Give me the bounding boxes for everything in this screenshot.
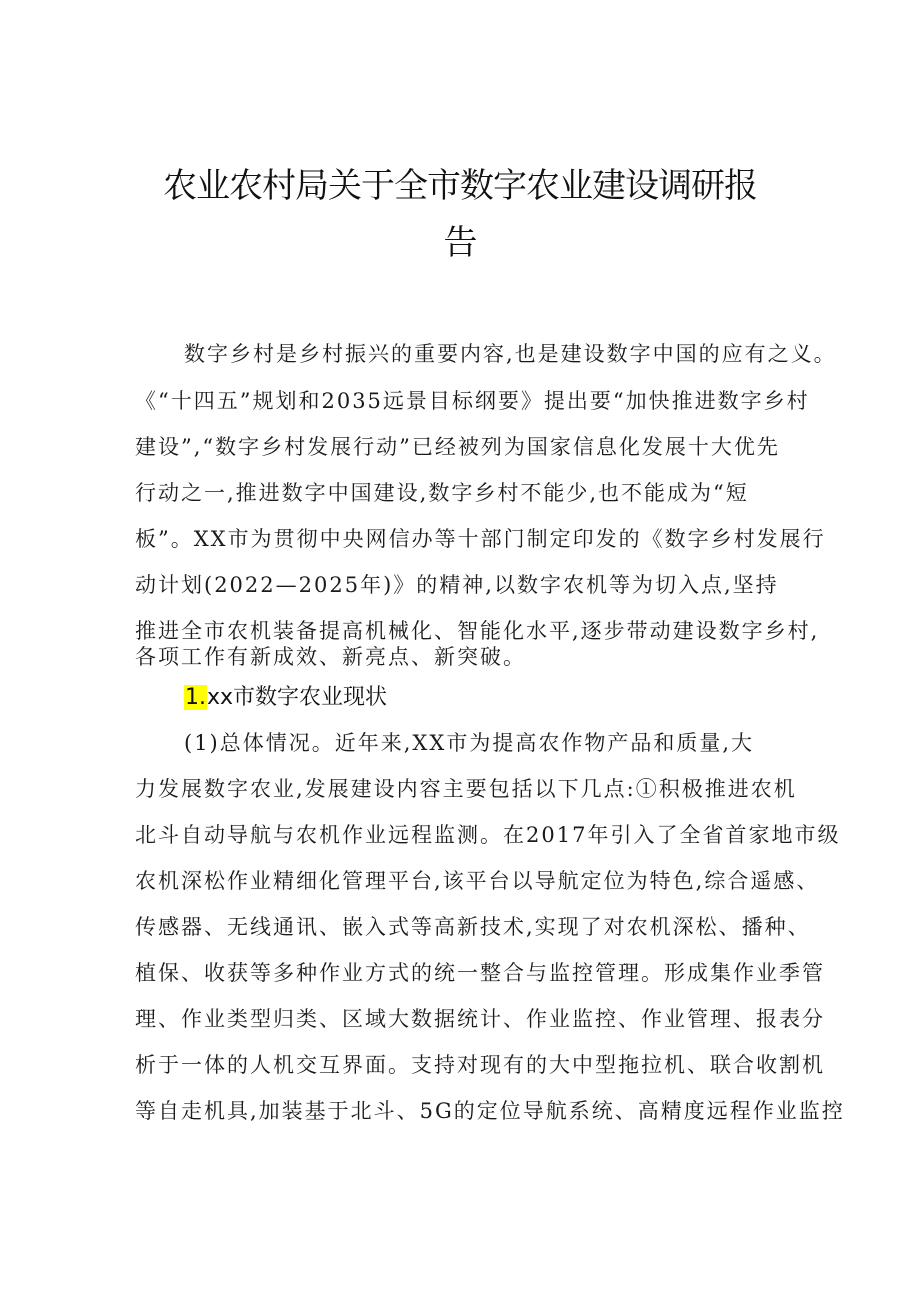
paragraph-2-line: 北斗自动导航与农机作业远程监测。在2017年引入了全省首家地市级 bbox=[135, 823, 841, 847]
paragraph-1-line: 动计划(2022—2025年)》的精神,以数字农机等为切入点,坚持 bbox=[135, 573, 779, 597]
document-title-line-2: 告 bbox=[443, 223, 477, 263]
paragraph-2-line: 植保、收获等多种作业方式的统一整合与监控管理。形成集作业季管 bbox=[135, 961, 825, 985]
paragraph-1-line: 推进全市农机装备提高机械化、智能化水平,逐步带动建设数字乡村, bbox=[135, 619, 820, 643]
paragraph-2-line: 农机深松作业精细化管理平台,该平台以导航定位为特色,综合遥感、 bbox=[135, 869, 820, 893]
paragraph-2-line: 析于一体的人机交互界面。支持对现有的大中型拖拉机、联合收割机 bbox=[135, 1053, 825, 1077]
section-heading-text: xx市数字农业现状 bbox=[207, 685, 388, 710]
document-title-line-1: 农业农村局关于全市数字农业建设调研报 bbox=[163, 166, 757, 206]
paragraph-1-line: 《“十四五”规划和2035远景目标纲要》提出要“加快推进数字乡村 bbox=[135, 389, 810, 413]
paragraph-1-line: 建设”,“数字乡村发展行动”已经被列为国家信息化发展十大优先 bbox=[135, 435, 780, 459]
section-heading-number: 1. bbox=[185, 685, 206, 710]
paragraph-2-line: (1)总体情况。近年来,XX市为提高农作物产品和质量,大 bbox=[184, 731, 754, 755]
paragraph-2-line: 力发展数字农业,发展建设内容主要包括以下几点:①积极推进农机 bbox=[135, 777, 797, 801]
paragraph-2-line: 理、作业类型归类、区域大数据统计、作业监控、作业管理、报表分 bbox=[135, 1007, 825, 1031]
section-heading bbox=[184, 680, 387, 711]
paragraph-1-line: 各项工作有新成效、新亮点、新突破。 bbox=[135, 645, 526, 669]
paragraph-2-line: 等自走机具,加装基于北斗、5G的定位导航系统、高精度远程作业监控 bbox=[135, 1099, 845, 1123]
paragraph-1-line: 数字乡村是乡村振兴的重要内容,也是建设数字中国的应有之义。 bbox=[184, 342, 837, 366]
paragraph-1-line: 行动之一,推进数字中国建设,数字乡村不能少,也不能成为“短 bbox=[135, 481, 749, 505]
paragraph-1-line: 板”。XX市为贯彻中央网信办等十部门制定印发的《数字乡村发展行 bbox=[135, 527, 826, 551]
paragraph-2-line: 传感器、无线通讯、嵌入式等高新技术,实现了对农机深松、播种、 bbox=[135, 915, 811, 939]
